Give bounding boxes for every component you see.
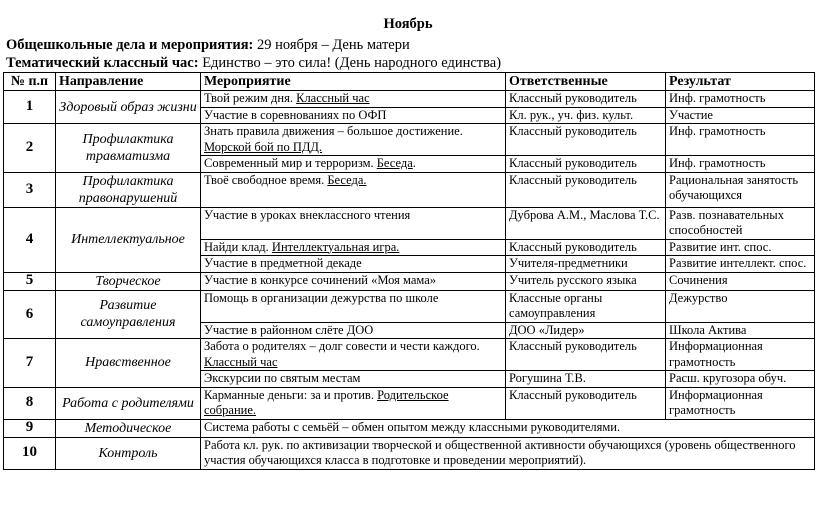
event-text: Участие в предметной декаде: [204, 256, 362, 270]
result-cell: Участие: [666, 107, 815, 124]
result-cell: Информационная грамотность: [666, 387, 815, 419]
event-text: Твой режим дня.: [204, 91, 293, 105]
direction-cell: Контроль: [56, 437, 201, 469]
school-events-label: Общешкольные дела и мероприятия:: [6, 37, 254, 53]
row-number: 9: [4, 419, 56, 437]
event-cell: [201, 156, 506, 173]
direction-cell: Профилактика правонарушений: [56, 172, 201, 207]
result-cell: Развитие инт. спос.: [666, 239, 815, 256]
responsible-cell: Классный руководитель: [506, 339, 666, 371]
event-text: Участие в конкурсе сочинений «Моя мама»: [204, 272, 437, 287]
event-cell: [201, 239, 506, 256]
direction-cell: Творческое: [56, 272, 201, 290]
result-cell: Дежурство: [666, 290, 815, 322]
event-text: Участие в соревнованиях по ОФП: [204, 107, 387, 122]
result-cell: Инф. грамотность: [666, 156, 815, 173]
responsible-cell: Классный руководитель: [506, 124, 666, 156]
event-text: Карманные деньги: за и против.: [204, 387, 374, 402]
table-row: [4, 290, 815, 322]
header-event: Мероприятие: [201, 73, 506, 91]
event-text: Участие в уроках внеклассного чтения: [204, 207, 411, 222]
event-cell: [201, 322, 506, 339]
event-cell: [201, 272, 506, 290]
full-width-event-cell: Система работы с семьёй – обмен опытом между классными руководителями.: [201, 419, 815, 437]
event-cell: [201, 339, 506, 371]
table-row: [4, 419, 815, 437]
row-number: 8: [4, 387, 56, 419]
page-title: Ноябрь: [383, 16, 433, 32]
event-text: Знать правила движения – большое достижение.: [204, 124, 463, 138]
event-cell: [201, 256, 506, 273]
event-cell: [201, 290, 506, 322]
event-text: Экскурсии по святым местам: [204, 371, 361, 385]
direction-cell: Работа с родителями: [56, 387, 201, 419]
event-underlined-text: Беседа.: [327, 172, 367, 187]
plan-table: [3, 72, 815, 470]
event-text: Забота о родителях – долг совести и чести каждого.: [204, 339, 480, 353]
table-row: [4, 387, 815, 419]
direction-cell: Развитие самоуправления: [56, 290, 201, 339]
responsible-cell: Классный руководитель: [506, 172, 666, 207]
responsible-cell: Учитель русского языка: [506, 272, 666, 290]
result-cell: Инф. грамотность: [666, 124, 815, 156]
row-number: 7: [4, 339, 56, 388]
header-result: Результат: [666, 73, 815, 91]
event-underlined-text: Интеллектуальная игра.: [271, 239, 400, 254]
result-cell: Информационная грамотность: [666, 339, 815, 371]
event-text: Участие в районном слёте ДОО: [204, 322, 374, 337]
event-underlined-text: Родительское собрание.: [204, 387, 449, 417]
responsible-cell: Рогушина Т.В.: [506, 371, 666, 388]
event-underlined-text: Классный час: [204, 354, 278, 369]
event-text: Твоё свободное время.: [204, 172, 325, 187]
table-row: [4, 172, 815, 207]
row-number: 2: [4, 124, 56, 173]
event-underlined-text: Морской бой по ПДД.: [204, 139, 323, 154]
event-text: Помощь в организации дежурства по школе: [204, 290, 439, 305]
result-cell: Сочинения: [666, 272, 815, 290]
row-number: 10: [4, 437, 56, 469]
direction-cell: Интеллектуальное: [56, 207, 201, 272]
direction-cell: Профилактика травматизма: [56, 124, 201, 173]
result-cell: Школа Актива: [666, 322, 815, 339]
responsible-cell: Классный руководитель: [506, 91, 666, 108]
table-row: [4, 207, 815, 239]
responsible-cell: Классный руководитель: [506, 387, 666, 419]
table-row: [4, 339, 815, 371]
result-cell: Развитие интеллект. спос.: [666, 256, 815, 273]
table-header-row: [4, 73, 815, 91]
table-row: [4, 272, 815, 290]
class-hour-label: Тематический классный час:: [6, 55, 199, 71]
row-number: 4: [4, 207, 56, 272]
event-cell: [201, 371, 506, 388]
row-number: 6: [4, 290, 56, 339]
class-hour-line: [6, 55, 501, 72]
table-row: [4, 91, 815, 108]
table-row: [4, 437, 815, 469]
event-cell: [201, 172, 506, 207]
header-num: № п.п: [4, 73, 56, 91]
event-tail: .: [412, 156, 416, 170]
class-hour-value: Единство – это сила! (День народного единства): [202, 55, 502, 71]
full-width-event-cell: Работа кл. рук. по активизации творческой и общественной активности обучающихся (уровень общественного участия обучающихся класса в подготовке и проведении мероприятий).: [201, 437, 815, 469]
event-text: Современный мир и терроризм.: [204, 156, 374, 170]
header-responsible: Ответственные: [506, 73, 666, 91]
result-cell: Расш. кругозора обуч.: [666, 371, 815, 388]
school-events-value: 29 ноября – День матери: [257, 37, 410, 53]
responsible-cell: Дуброва А.М., Маслова Т.С.: [506, 207, 666, 239]
direction-cell: Нравственное: [56, 339, 201, 388]
result-cell: Инф. грамотность: [666, 91, 815, 108]
responsible-cell: Классный руководитель: [506, 156, 666, 173]
row-number: 3: [4, 172, 56, 207]
table-row: [4, 124, 815, 156]
responsible-cell: Кл. рук., уч. физ. культ.: [506, 107, 666, 124]
event-cell: [201, 124, 506, 156]
responsible-cell: Учителя-предметники: [506, 256, 666, 273]
row-number: 1: [4, 91, 56, 124]
responsible-cell: ДОО «Лидер»: [506, 322, 666, 339]
direction-cell: Методическое: [56, 419, 201, 437]
result-cell: Разв. познавательных способностей: [666, 207, 815, 239]
school-events-line: [6, 37, 410, 54]
result-cell: Рациональная занятость обучающихся: [666, 172, 815, 207]
event-cell: [201, 91, 506, 108]
responsible-cell: Классные органы самоуправления: [506, 290, 666, 322]
row-number: 5: [4, 272, 56, 290]
responsible-cell: Классный руководитель: [506, 239, 666, 256]
event-underlined-text: Беседа: [376, 156, 413, 170]
header-direction: Направление: [56, 73, 201, 91]
event-cell: [201, 207, 506, 239]
event-underlined-text: Классный час: [296, 91, 370, 105]
event-text: Найди клад.: [204, 239, 269, 254]
direction-cell: Здоровый образ жизни: [56, 91, 201, 124]
event-cell: [201, 387, 506, 419]
event-cell: [201, 107, 506, 124]
